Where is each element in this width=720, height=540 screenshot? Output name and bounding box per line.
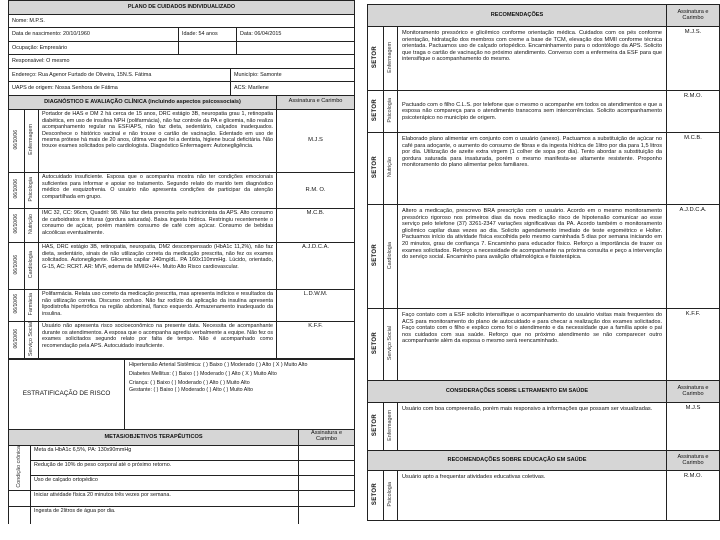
goal-text: Redução de 10% do peso corporal até o próximo retorno. [31, 460, 299, 475]
diagnosis-row [9, 289, 355, 321]
diagnosis-text: Autocuidado insuficiente. Esposa que o acompanha mostra não ter condições emocionais suficientes para informar e apoiar no tratamento. Segundo relato do marido tem diagnóstico médico de esquizofrenia. O usuário não apresenta condições de participar da atenção compartilhada em grupo. [39, 172, 277, 208]
recommendation-text: Monitoramento pressórico e glicêmico conforme orientação médica. Cuidados com os pés conforme orientação, hidratação dos membros com creme a base de TCM, elevação dos MMII conforme técnica orientada. Pactuamos uso de calçado ortopédico. Encaminhamento para o odontólogo da APS. Solicito que traga o cartão de vacinação no próximo atendimento. Converso com a enfermeira da ESF para que intensifique o acompanhamento do mesmo. [398, 27, 667, 91]
risk-diabetes: Diabetes Mellitus: ( ) Baixo ( ) Moderado ( ) Alto ( X ) Muito Alto [129, 370, 277, 377]
diagnosis-sector: Farmácia [28, 292, 35, 316]
risk-stratification-table [8, 359, 355, 430]
recommendation-text: Elaborado plano alimentar em conjunto com o usuário (anexo). Pactuamos a substituição de açúcar no café para adoçante, o aumento do consumo de fibras e da ingesta hídrica de 1litro por dia para 1,5 litros por dia. Utilização de azeite extra virgem (1 colher de sopa por dia). Tento abordar a substituição da gordura saturada para insaturada, porém o mesmo manifesta-se altamente resistente. Proponho monitoramento do plano alimentar pelos familiares. [398, 133, 667, 205]
recommendation-row [368, 91, 720, 133]
recommendation-signature: A.J.D.C.A. [667, 205, 720, 309]
health-literacy-header: CONSIDERAÇÕES SOBRE LETRAMENTO EM SAÚDE [368, 381, 667, 403]
diagnosis-text: IMC 32, CC: 96cm, Quadril: 98. Não faz dieta prescrita pelo nutricionista da APS. Alto consumo de carboidratos e frituras (gordura saturada). Baixa ingesta hídrica. Restringiu recentemente o consumo de açúcar, porém mantém consumo de café com açúcar. Consumo de bebidas alcoólicas eventualmente. [39, 208, 277, 242]
health-education-sector: Psicologia [387, 482, 394, 507]
signature-header: Assinatura e Carimbo [667, 5, 720, 27]
goals-header: METAS/OBJETIVOS TERAPÊUTICOS [9, 429, 299, 445]
recommendation-row [368, 27, 720, 91]
diagnosis-row [9, 172, 355, 208]
address-table [8, 68, 355, 96]
health-literacy-sector: Enfermagem [387, 409, 394, 441]
recommendation-sector: Enfermagem [387, 41, 394, 73]
diagnosis-row [9, 208, 355, 242]
recommendation-text: Pactuado com o filho C.L.S. por telefone que o mesmo o acompanhe em todos os atendimentos e que a esposa não compareça para o atendimento transcorra sem intercorrências. Solicito acompanhamento psicoterápico no município de origem. [398, 91, 667, 133]
patient-age: Idade: 54 anos [179, 28, 237, 42]
health-literacy-signature: M.J.S [667, 403, 720, 451]
health-literacy-text: Usuário com boa compreensão, porém mais responsivo a informações que possam ser visualizadas. [398, 403, 667, 451]
diagnosis-signature: A.J.D.C.A. [277, 242, 355, 289]
health-education-header: RECOMENDAÇÕES SOBRE EDUCAÇÃO EM SAÚDE [368, 451, 667, 471]
signature-header: Assinatura e Carimbo [277, 95, 355, 109]
setor-label: SETOR [371, 46, 378, 69]
plan-date: Data: 06/04/2015 [237, 28, 355, 42]
health-education-text: Usuário apto a frequentar atividades educativas coletivas. [398, 471, 667, 521]
diagnosis-sector: Psicologia [28, 176, 35, 202]
recommendation-text: Faço contato com a ESF solicito intensifique o acompanhamento do usuário visitas mais frequentes do ACS para monitoramento do plano de autocuidado e para checar a realização dos exames solicitados. Faço contato com o filho e explico como foi o atendimento e da necessidade que a família apoie o pai nos cuidados com sua saúde. Reforço que no próximo atendimento se não comparecer outro acompanhante além da esposa o mesmo será reencaminhado. [398, 309, 667, 381]
goal-row [9, 460, 355, 475]
acs-name: ACS: Marilene [231, 82, 355, 96]
diagnosis-signature: K.F.F. [277, 321, 355, 359]
diagnosis-date: 06/10/06 [12, 329, 19, 349]
diagnosis-text: Usuário não apresenta risco socioeconômico na presente data. Necessita de acompanhante durante os atendimentos. A esposa que o acompanha agrediu verbalmente a equipe. Não fez os exames solicitados segundo relato por falta de tempo. Não é acompanhado como recomendação pela APS. Autocuidado insuficiente. [39, 321, 277, 359]
recommendation-row [368, 309, 720, 381]
health-education-signature: R.M.O. [667, 471, 720, 521]
document-title: PLANO DE CUIDADOS INDIVIDUALIZADO [9, 1, 355, 15]
diagnosis-date: 06/10/06 [12, 129, 19, 150]
risk-label: ESTRATIFICAÇÃO DE RISCO [9, 359, 125, 429]
diagnosis-text: Portador de HAS e DM 2 há cerca de 15 anos, DRC estágio 3B, neuropatia grau 1, retinopatia diabética, em uso de insulina NPH (polifarmácia), não faz controle da PA e glicemia, não realiza acompanhamento regular na ESF/APS, não faz dieta, sedentário, calçados inadequados. Desconhece o histórico vacinal e não trouxe o cartão de vacinação. Edentado em uso de mesma prótese há mais de 20 anos, última vez que foi a dentista, higiene bucal deficitária. Não trouxe exames solicitados pelo cardiologista. Diagnóstico Enfermagem: Autonegligência. [39, 109, 277, 172]
health-education-signature-header: Assinatura e Carimbo [667, 451, 720, 471]
goal-row [9, 490, 355, 506]
diagnosis-date: 06/10/06 [12, 214, 19, 234]
diagnosis-text: HAS, DRC estágio 3B, retinopatia, neuropatia, DM2 descompensado (HbA1c 11,2%), não faz dieta, sedentário, sinais de não utilização correta da medicação prescrita, não fez os exames solicitados. Autonegligente. Glicemia capilar 240mg/dL. PA 160x110mmHg. Lúcido, orientado, G-15, AC: RCRT. AR: MVF, edema de MMII2+/4+. Muito Alto Risco cardiovascular. [39, 242, 277, 289]
patient-info-table [8, 0, 355, 69]
setor-label: SETOR [371, 332, 378, 355]
diagnosis-signature: M.J.S [277, 109, 355, 172]
recommendation-signature: R.M.O. [667, 91, 720, 133]
patient-name: Nome: M.P.S. [9, 14, 355, 28]
occupation: Ocupação: Empresário [9, 41, 179, 55]
goals-sector: Condição crônica [16, 445, 23, 488]
uaps-origin: UAPS de origem: Nossa Senhora de Fátima [9, 82, 231, 96]
risk-hypertension: Hipertensão Arterial Sistêmica: ( ) Baixo ( ) Moderado ( ) Alto ( X ) Muito Alto [129, 361, 308, 368]
diagnosis-row [9, 242, 355, 289]
diagnosis-date: 06/10/06 [12, 254, 19, 275]
recommendations-table [367, 4, 720, 521]
diagnosis-text: Polifarmácia. Relata uso correto da medicação prescrita, mas apresenta indícios e resultados da não utilização correta. Discurso confuso. Não faz rodízio da aplicação da insulina apresenta lipodistrofia hipertrófica na região abdominal, flanco esquerdo. Armazenamento inadequado da insulina. [39, 289, 277, 321]
goal-row [9, 475, 355, 490]
recommendation-row [368, 133, 720, 205]
recommendation-sector: Nutrição [387, 157, 394, 178]
address: Endereço: Rua Agenor Furtado de Oliveira, 15N.S. Fátima [9, 68, 231, 82]
setor-label: SETOR [371, 156, 378, 179]
diagnosis-signature: L.D.W.M. [277, 289, 355, 321]
risk-child: Criança: ( ) Baixo ( ) Moderado ( ) Alto ( ) Muito Alto [129, 380, 250, 387]
risk-pregnant: Gestante: ( ) Baixo ( ) Moderado ( ) Alto ( ) Muito Alto [129, 387, 253, 394]
birth-date: Data de nascimento: 20/10/1960 [9, 28, 179, 42]
diagnosis-sector: Cardiologia [28, 251, 35, 279]
municipality: Município: Samonte [231, 68, 355, 82]
recommendations-header: RECOMENDAÇÕES [368, 5, 667, 27]
setor-label: SETOR [371, 483, 378, 506]
goal-text: Meta da HbA1c 6,5%, PA: 130x90mmHg [31, 445, 299, 460]
health-education-row [368, 471, 720, 521]
diagnosis-date: 06/10/06 [12, 179, 19, 199]
setor-label: SETOR [371, 414, 378, 437]
diagnosis-sector: Serviço Social [28, 321, 35, 357]
recommendation-sector: Serviço Social [387, 326, 394, 361]
goal-text: Uso de calçado ortopédico [31, 475, 299, 490]
goals-table [8, 429, 355, 525]
health-literacy-signature-header: Assinatura e Carimbo [667, 381, 720, 403]
goal-row [9, 445, 355, 460]
goal-text: Ingesta de 2litros de água por dia. [31, 506, 299, 524]
recommendation-sector: Cardiologia [387, 241, 394, 269]
diagnosis-sector: Enfermagem [28, 124, 35, 156]
diagnosis-row [9, 109, 355, 172]
recommendation-text: Altero a medicação, prescrevo BRA prescrição com o usuário. Acordo em o mesmo monitoramento pressórico rigoroso nos primeiros dias da nova medicação risco de hipotensão comunicar ao esse serviço pelo telefone (37) 3261-2347 variações significativas da PA. Acordo também o monitoramento glicêmico capilar duas vezes ao dia. Solicito agendamento imediato de teste ergométrico e Holter. Pactuamos início da atividade física escolhida pelo mesmo caminhada 5 dias por semana iniciando em 20 minutos, grau de confiança 7. Encaminho para educador físico. Reforço a importância de trazer os exames solicitados. Reforço a necessidade de acompanhante na próxima consulta e peço a intervenção do serviço social. Encaminho para avalição oftalmológica e fisioterápica. [398, 205, 667, 309]
diagnosis-table [8, 95, 355, 360]
diagnosis-signature: R.M. O. [277, 172, 355, 208]
recommendation-signature: M.J.S. [667, 27, 720, 91]
setor-label: SETOR [371, 99, 378, 122]
diagnosis-header: DIAGNÓSTICO E AVALIAÇÃO CLÍNICA (incluindo aspectos psicossociais) [9, 95, 277, 109]
diagnosis-signature: M.C.B. [277, 208, 355, 242]
goal-row [9, 506, 355, 524]
recommendation-signature: K.F.F. [667, 309, 720, 381]
diagnosis-sector: Nutrição [28, 214, 35, 235]
goal-text: Iniciar atividade física 20 minutos três vezes por semana. [31, 490, 299, 506]
recommendation-row [368, 205, 720, 309]
recommendation-signature: M.C.B. [667, 133, 720, 205]
health-literacy-row [368, 403, 720, 451]
goals-signature-header: Assinatura e Carimbo [299, 429, 355, 445]
diagnosis-row [9, 321, 355, 359]
setor-label: SETOR [371, 244, 378, 267]
recommendation-sector: Psicologia [387, 98, 394, 123]
care-plan-right-page [367, 4, 719, 521]
diagnosis-date: 06/10/06 [12, 294, 19, 314]
care-plan-left-page [8, 0, 354, 524]
responsible: Responsável: O mesmo [9, 55, 355, 69]
